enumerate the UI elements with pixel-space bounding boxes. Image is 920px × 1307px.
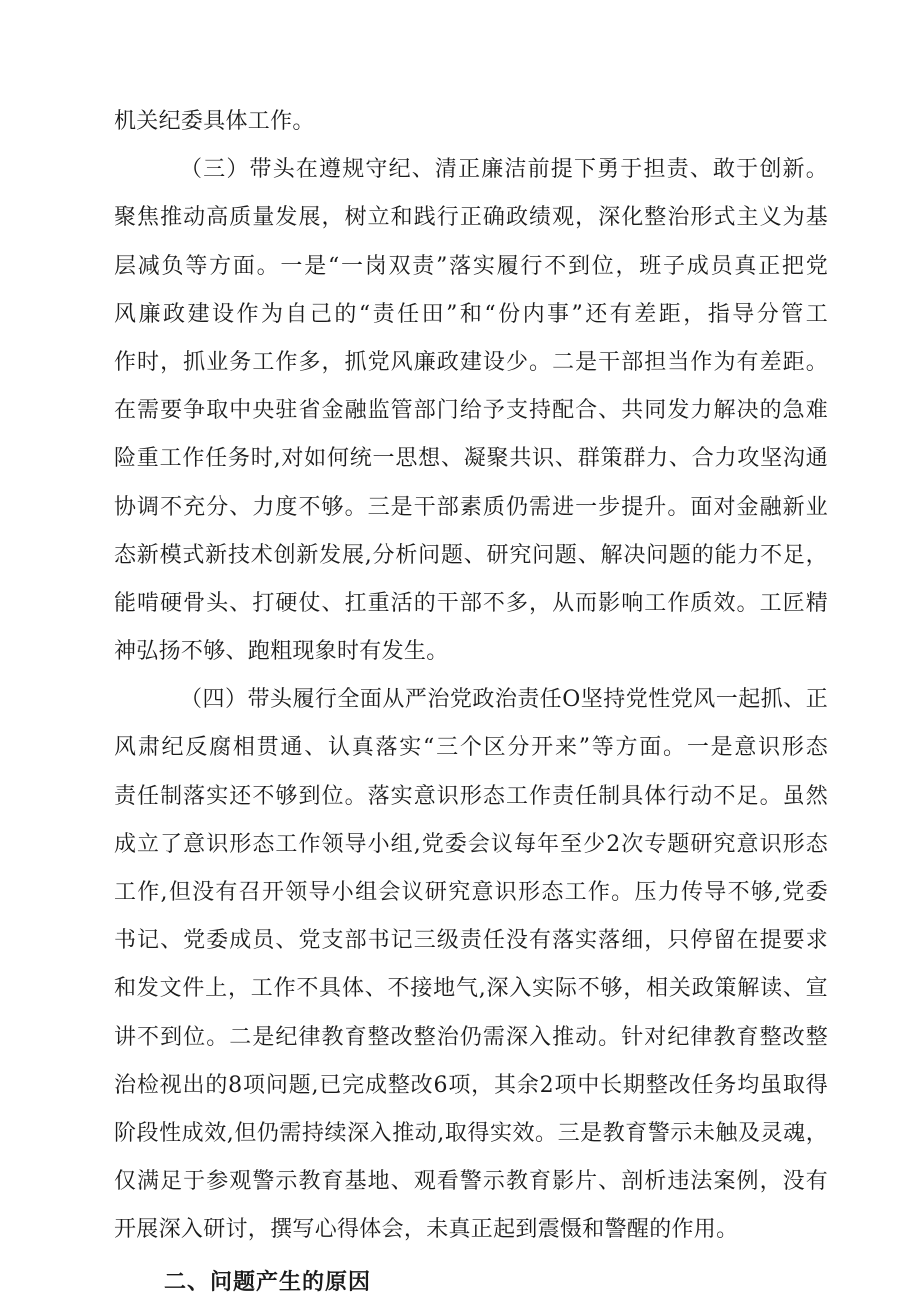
text-line: （三）带头在遵规守纪、清正廉洁前提下勇于担责、敢于创新。 [180, 157, 828, 183]
text-line: 风肃纪反腐相贯通、认真落实“三个区分开来”等方面。一是意识形态 [114, 735, 828, 761]
text-line: 风廉政建设作为自己的“责任田”和“份内事”还有差距，指导分管工 [114, 301, 828, 327]
section-heading: 二、问题产生的原因 [164, 1269, 372, 1295]
text-line: 能啃硬骨头、打硬仗、扛重活的干部不多，从而影响工作质效。工匠精 [114, 590, 828, 616]
text-line: 险重工作任务时,对如何统一思想、凝聚共识、群策群力、合力攻坚沟通 [114, 446, 828, 472]
text-line: 聚焦推动高质量发展，树立和践行正确政绩观，深化整治形式主义为基 [114, 205, 828, 231]
text-line: 讲不到位。二是纪律教育整改整治仍需深入推动。针对纪律教育整改整 [114, 1024, 828, 1050]
text-line: 治检视出的8项问题,已完成整改6项，其余2项中长期整改任务均虽取得 [114, 1072, 828, 1098]
text-line: 成立了意识形态工作领导小组,党委会议每年至少2次专题研究意识形态 [114, 831, 828, 857]
text-line: 在需要争取中央驻省金融监管部门给予支持配合、共同发力解决的急难 [114, 398, 828, 424]
text-line: 机关纪委具体工作。 [114, 109, 315, 134]
text-line: 作时，抓业务工作多，抓党风廉政建设少。二是干部担当作为有差距。 [114, 349, 828, 375]
text-line: 神弘扬不够、跑粗现象时有发生。 [114, 639, 449, 665]
text-line: 态新模式新技术创新发展,分析问题、研究问题、解决问题的能力不足， [114, 542, 828, 568]
text-line: 责任制落实还不够到位。落实意识形态工作责任制具体行动不足。虽然 [114, 783, 828, 809]
text-line: 仅满足于参观警示教育基地、观看警示教育影片、剖析违法案例，没有 [114, 1169, 828, 1195]
text-line: 层减负等方面。一是“一岗双责”落实履行不到位，班子成员真正把党 [114, 253, 828, 279]
text-line: 协调不充分、力度不够。三是干部素质仍需进一步提升。面对金融新业 [114, 494, 828, 520]
text-line: 工作,但没有召开领导小组会议研究意识形态工作。压力传导不够,党委 [114, 880, 828, 905]
text-line: 书记、党委成员、党支部书记三级责任没有落实落细，只停留在提要求 [114, 928, 828, 954]
text-line: （四）带头履行全面从严治党政治责任O坚持党性党风一起抓、正 [180, 687, 828, 713]
document-page [114, 98, 828, 1307]
text-line: 开展深入研讨，撰写心得体会，未真正起到震慑和警醒的作用。 [114, 1217, 739, 1243]
text-line: 阶段性成效,但仍需持续深入推动,取得实效。三是教育警示未触及灵魂， [114, 1120, 828, 1146]
text-line: 和发文件上，工作不具体、不接地气,深入实际不够，相关政策解读、宣 [114, 976, 828, 1002]
